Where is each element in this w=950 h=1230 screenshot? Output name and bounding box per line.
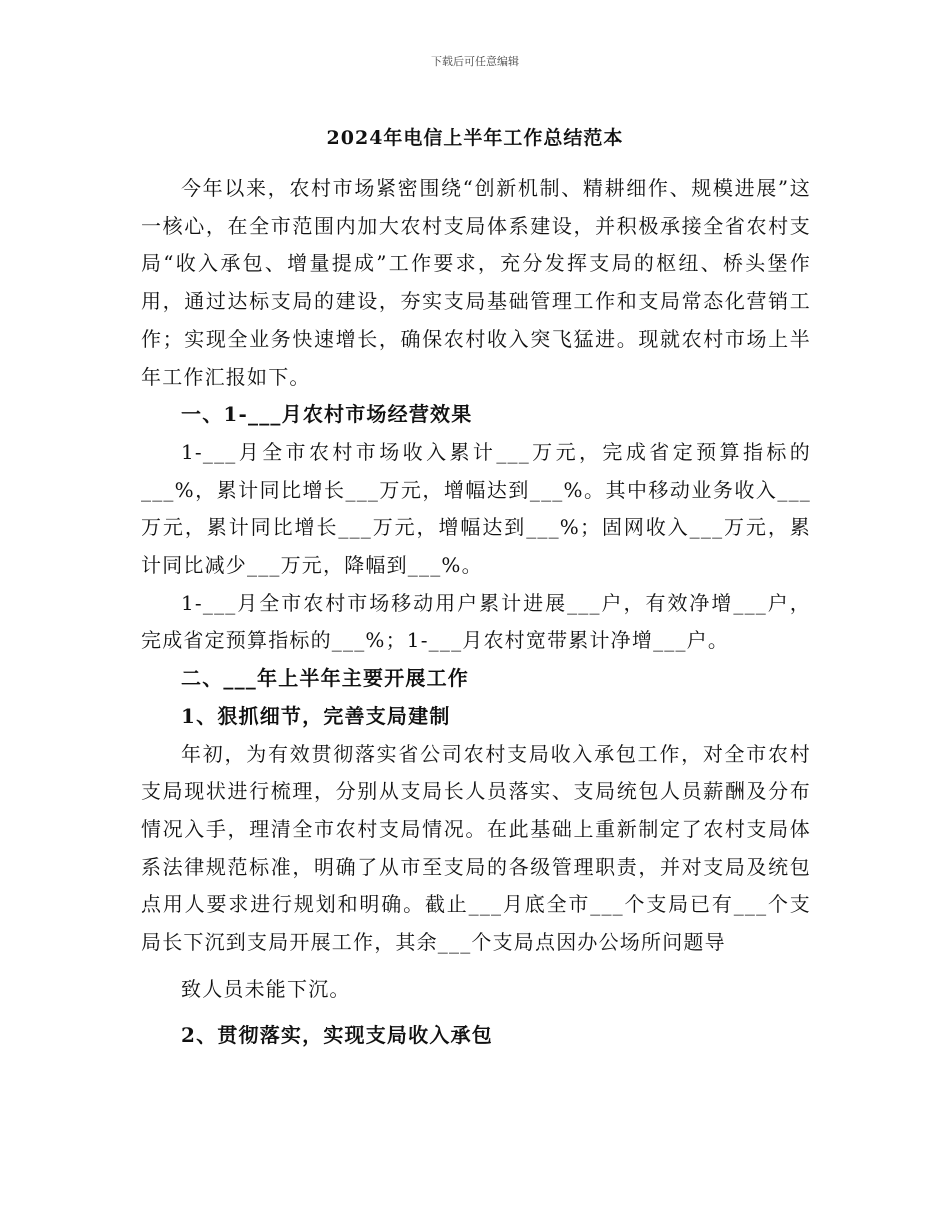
structure-paragraph-continued: 致人员未能下沉。 [181, 976, 351, 1001]
subsection-heading-2: 2、贯彻落实，实现支局收入承包 [181, 1023, 493, 1048]
revenue-paragraph: 1-___月全市农村市场收入累计___万元，完成省定预算指标的___%，累计同比增长___万元，增幅达到___%。其中移动业务收入___万元，累计同比增长___万元，增幅达到___%；固网收入___万元，累计同比减少___万元，降幅到___%。 [141, 439, 811, 578]
users-paragraph: 1-___月全市农村市场移动用户累计进展___户，有效净增___户，完成省定预算指标的___%；1-___月农村宽带累计净增___户。 [141, 590, 811, 653]
section-heading-1: 一、1-___月农村市场经营效果 [181, 402, 473, 427]
page-header-note: 下载后可任意编辑 [431, 55, 519, 68]
intro-paragraph: 今年以来，农村市场紧密围绕“创新机制、精耕细作、规模进展”这一核心，在全市范围内加大农村支局体系建设，并积极承接全省农村支局“收入承包、增量提成”工作要求，充分发挥支局的枢纽、桥头堡作用，通过达标支局的建设，夯实支局基础管理工作和支局常态化营销工作；实现全业务快速增长，确保农村收入突飞猛进。现就农村市场上半年工作汇报如下。 [141, 176, 811, 389]
structure-paragraph: 年初，为有效贯彻落实省公司农村支局收入承包工作，对全市农村支局现状进行梳理，分别从支局长人员落实、支局统包人员薪酬及分布情况入手，理清全市农村支局情况。在此基础上重新制定了农村支局体系法律规范标准，明确了从市至支局的各级管理职责，并对支局及统包点用人要求进行规划和明确。截止___月底全市___个支局已有___个支局长下沉到支局开展工作，其余___个支局点因办公场所问题导 [141, 741, 811, 955]
section-heading-2: 二、___年上半年主要开展工作 [181, 666, 469, 691]
document-title: 2024年电信上半年工作总结范本 [326, 127, 624, 149]
document-body [141, 170, 811, 1055]
subsection-heading-1: 1、狠抓细节，完善支局建制 [181, 703, 451, 728]
